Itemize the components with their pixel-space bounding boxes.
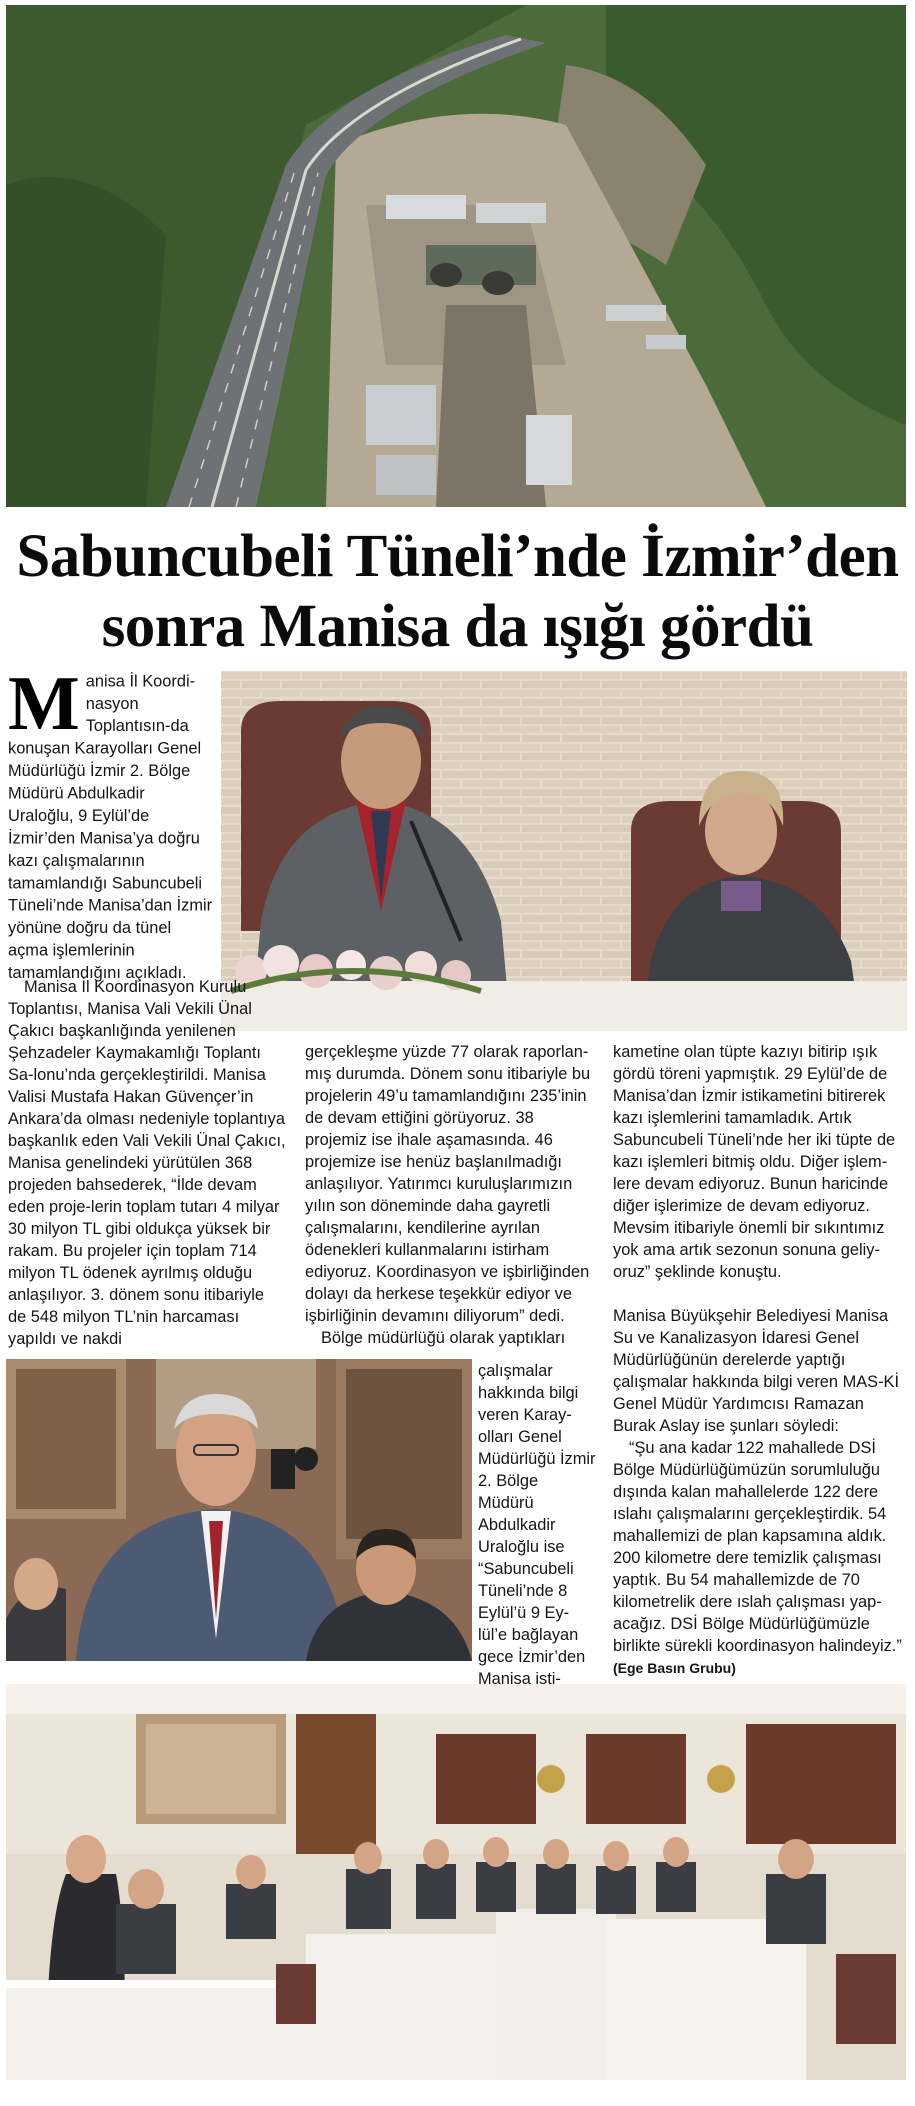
headline bbox=[0, 522, 915, 662]
lead-paragraph bbox=[8, 660, 213, 984]
source-credit: (Ege Basın Grubu) bbox=[613, 1660, 736, 1676]
narrow-column-text bbox=[478, 1360, 596, 1690]
quote-text: “Şu ana kadar 122 mahallede DSİ Bölge Müdürlüğümüzün sorumluluğu dışında kalan mahallelerde 122 dere ıslahı çalışmalarını gerçekleştirdik. 54 mahallemizi de plan kapsamına aldık. 200 kilometre dere temizlik çalışması yaptık. Bu 54 mahallemizde de 70 kilometrelik dere ıslah çalışması yap-acağız. DSİ Bölge Müdürlüğümüzle birlikte sürekli koordinasyon halindeyiz.” bbox=[613, 1439, 902, 1655]
lead-text: anisa İl Koordi-nasyon Toplantısın-da konuşan Karayolları Genel Müdürlüğü İzmir 2. Bölge Müdürü Abdulkadir Uraloğlu, 9 Eylül’de İzmir’den Manisa’ya doğru kazı çalışmalarının tamamlandığı Sabuncubeli Tüneli’nde Manisa’dan İzmir yönüne doğru da tünel açma işlemlerinin tamamlandığını açıkladı. bbox=[8, 672, 213, 983]
meeting-hall-photo bbox=[6, 1684, 906, 2080]
official-standing-photo bbox=[6, 1359, 472, 1661]
officials-meeting-photo bbox=[221, 671, 907, 1031]
narrow-column-paragraph: çalışmalar hakkında bilgi veren Karay-olları Genel Müdürlüğü İzmir 2. Bölge Müdürü Abdulkadir Uraloğlu ise “Sabuncubeli Tüneli’nde 8 Eylül’ü 9 Ey-lül’e bağlayan gece İzmir’den Manisa isti- bbox=[478, 1362, 596, 1688]
column-1-paragraph: Manisa İl Koordinasyon Kurulu Toplantısı, Manisa Vali Vekili Ünal Çakıcı başkanlığında yenilenen Şehzadeler Kaymakamlığı Toplantı Sa-lonu’nda gerçekleştirildi. Manisa Valisi Mustafa Hakan Güvençer’in Ankara’da olması nedeniyle toplantıya başkanlık eden Vali Vekili Ünal Çakıcı, Manisa genelindeki yürütülen 368 projeden bahsederek, “İlde devam eden proje-lerin toplam tutarı 4 milyar 30 milyon TL gibi oldukça yüksek bir rakam. Bu projeler için toplam 714 milyon TL ödenek ayrılmış olduğu anlaşılıyor. 3. dönem sonu itibariyle de 548 milyon TL’nin harcaması yapıldı ve nakdi bbox=[8, 978, 286, 1348]
column-3-paragraph-2: Manisa Büyükşehir Belediyesi Manisa Su ve Kanalizasyon İdaresi Genel Müdürlüğünün derelerde yaptığı çalışmalar hakkında bilgi veren MAS-Kİ Genel Müdür Yardımcısı Ramazan Burak Aslay ise şunları söyledi: bbox=[613, 1307, 900, 1435]
aerial-tunnel-photo bbox=[6, 5, 906, 507]
column-3-paragraph-1: kametine olan tüpte kazıyı bitirip ışık gördü töreni yapmıştık. 29 Eylül’de de Manisa’dan İzmir istikametini bitirerek kazı işlemlerini tamamladık. Artık Sabuncubeli Tüneli’nde her iki tüpte de kazı işlemleri bitmiş oldu. Diğer işlem-lere devam ediyoruz. Bunun haricinde diğer işlerimize de devam ediyoruz. Mevsim itibariyle önemli bir sıkıntımız yok ama artık sezonun sonuna geliy-oruz” şeklinde konuştu. bbox=[613, 1043, 896, 1281]
column-2-paragraph-1: gerçekleşme yüzde 77 olarak raporlan-mış durumda. Dönem sonu itibariyle bu projelerin 49’u tamamlandığını 235’inin de devam ettiğini görüyoruz. 38 projemiz ise ihale aşamasında. 46 projemize ise henüz başlanılmadığı anlaşılıyor. Yatırımcı kuruluşlarımızın yılın son döneminde daha gayretli çalışmalarını, kendilerine ayrılan ödenekleri kullanmalarını istirham ediyoruz. Koordinasyon ve işbirliğinden dolayı da herkese teşekkür ediyor ve işbirliğinin devamını diliyorum” dedi. bbox=[305, 1043, 591, 1325]
column-3-text bbox=[613, 1041, 905, 1679]
column-1-text bbox=[8, 976, 286, 1350]
dropcap-letter: M bbox=[8, 660, 80, 747]
column-2-text bbox=[305, 1041, 595, 1349]
headline-line-1: Sabuncubeli Tüneli’nde İzmir’den bbox=[16, 523, 899, 590]
column-3-paragraph-3 bbox=[613, 1437, 905, 1679]
column-2-paragraph-2: Bölge müdürlüğü olarak yaptıkları bbox=[321, 1329, 566, 1347]
headline-line-2: sonra Manisa da ışığı gördü bbox=[101, 593, 814, 660]
